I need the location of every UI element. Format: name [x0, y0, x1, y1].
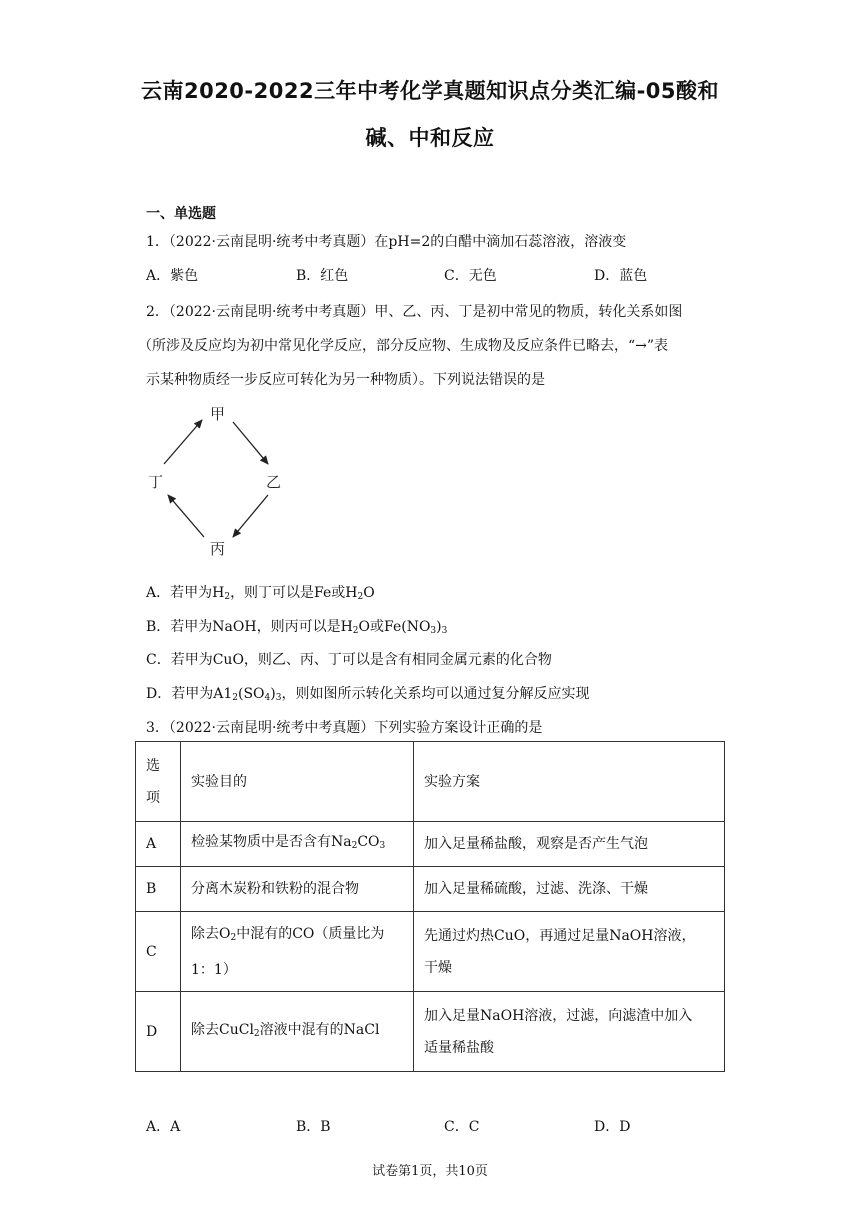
row-c-purpose: 除去$O_2$中混有的CO（质量比为 1：1） [181, 912, 414, 992]
q3-stem: 3．（2022·云南昆明·统考中考真题）下列实验方案设计正确的是 [146, 720, 543, 736]
document-title-line2: 碱、中和反应 [365, 126, 495, 150]
table-row [136, 822, 725, 867]
table-row [136, 912, 725, 992]
row-d-key: D [136, 992, 181, 1072]
q2-option-d: D．若甲为$A1_2(SO_4)_3$，则如图所示转化关系均可以通过复分解反应实现 [146, 686, 590, 703]
row-d-purpose: 除去CuCl$_2$溶液中混有的NaCl [181, 992, 414, 1072]
q1-option-a: A．紫色 [146, 268, 199, 284]
row-c-plan: 先通过灼热CuO，再通过足量NaOH溶液， 干燥 [414, 912, 725, 992]
q1-option-c: C．无色 [444, 268, 497, 284]
table-row [136, 992, 725, 1072]
node-jia: 甲 [210, 405, 226, 423]
row-d-plan: 加入足量NaOH溶液，过滤，向滤渣中加入 适量稀盐酸 [414, 992, 725, 1072]
header-option: 选 项 [136, 742, 181, 822]
arrow-ding-to-jia [164, 420, 202, 464]
row-b-plan: 加入足量稀硫酸，过滤、洗涤、干燥 [414, 867, 725, 912]
header-plan: 实验方案 [414, 742, 725, 822]
row-a-key: A [136, 822, 181, 867]
q2-stem-line3: 示某种物质经一步反应可转化为另一种物质）。下列说法错误的是 [146, 372, 545, 388]
row-b-purpose: 分离木炭粉和铁粉的混合物 [181, 867, 414, 912]
node-bing: 丙 [210, 540, 226, 558]
node-yi: 乙 [266, 473, 282, 491]
q1-option-b: B．红色 [296, 268, 349, 284]
row-a-plan: 加入足量稀盐酸，观察是否产生气泡 [414, 822, 725, 867]
arrow-yi-to-bing [233, 495, 268, 537]
q1-stem: 1．（2022·云南昆明·统考中考真题）在pH=2的白醋中滴加石蕊溶液，溶液变 [146, 234, 627, 250]
node-ding: 丁 [148, 473, 164, 491]
experiment-table [135, 741, 725, 1072]
arrow-jia-to-yi [233, 422, 268, 464]
q2-option-c: C．若甲为CuO，则乙、丙、丁可以是含有相同金属元素的化合物 [146, 652, 552, 668]
section-heading: 一、单选题 [146, 206, 216, 222]
q3-option-a: A．A [146, 1119, 181, 1135]
arrow-bing-to-ding [168, 495, 204, 537]
table-row [136, 867, 725, 912]
row-a-purpose: 检验某物质中是否含有$Na_2CO_3$ [181, 822, 414, 867]
q2-option-a: A．若甲为$H_2$，则丁可以是Fe或$H_2O$ [146, 585, 375, 602]
q3-option-b: B．B [296, 1119, 331, 1135]
row-b-key: B [136, 867, 181, 912]
document-title-line1: 云南2020-2022三年中考化学真题知识点分类汇编-05酸和 [140, 79, 720, 103]
conversion-diagram [140, 400, 290, 565]
row-c-key: C [136, 912, 181, 992]
q1-option-d: D．蓝色 [594, 268, 648, 284]
table-header-row [136, 742, 725, 822]
page-footer: 试卷第1页，共10页 [372, 1164, 488, 1179]
q2-option-b: B．若甲为NaOH，则丙可以是$H_2O$或$Fe(NO_3)_3$ [146, 619, 448, 636]
q2-stem-line2: （所涉及反应均为初中常见化学反应，部分反应物、生成物及反应条件已略去，“→”表 [138, 338, 669, 354]
header-purpose: 实验目的 [181, 742, 414, 822]
q3-option-c: C．C [444, 1119, 480, 1135]
q3-option-d: D．D [594, 1119, 631, 1135]
q2-stem-line1: 2．（2022·云南昆明·统考中考真题）甲、乙、丙、丁是初中常见的物质，转化关系如图 [146, 304, 683, 320]
